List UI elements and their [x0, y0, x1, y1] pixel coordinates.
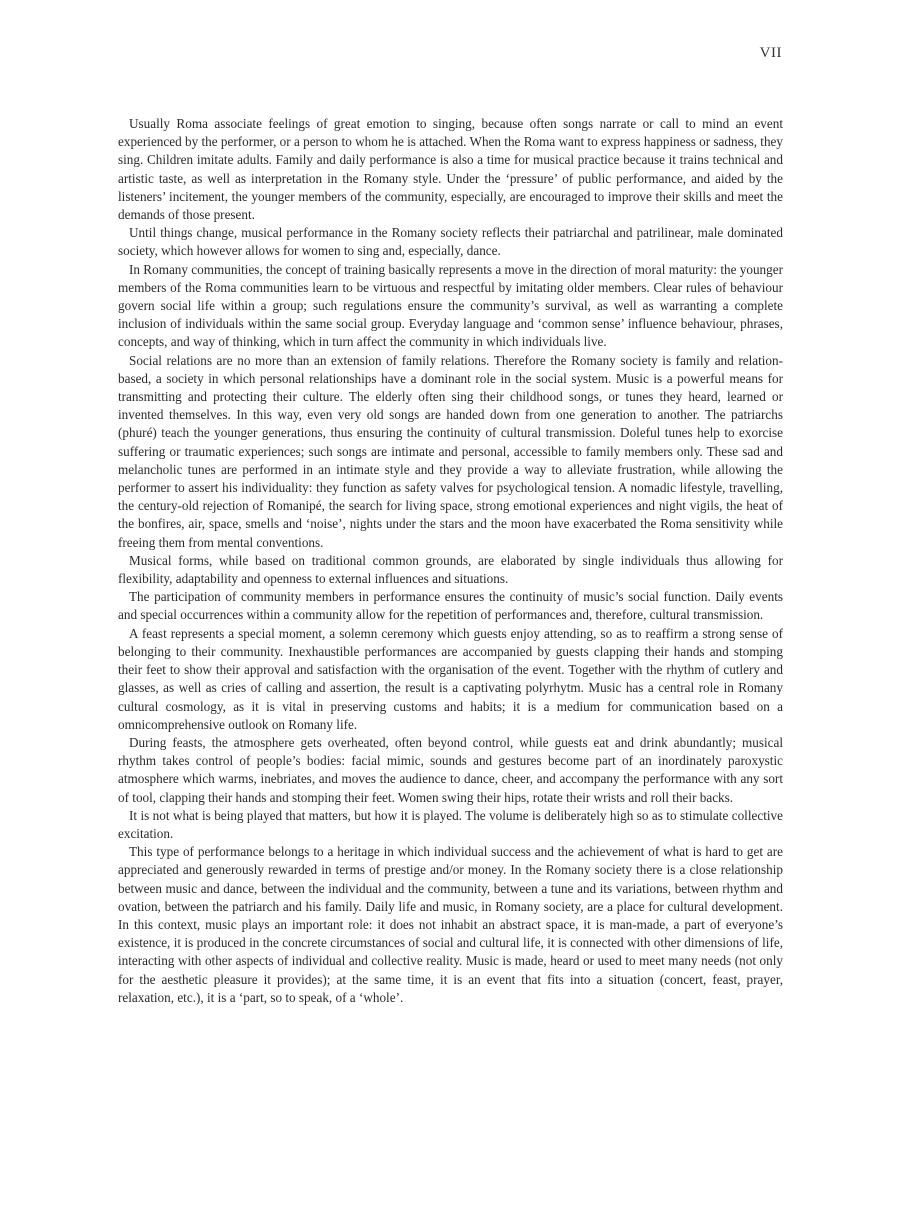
paragraph: The participation of community members in performance ensures the continuity of music’s social function. Daily events and special occurrences within a community allow for the repetition of performances and, therefore, cultural transmission.	[118, 589, 783, 623]
paragraph: It is not what is being played that matters, but how it is played. The volume is deliberately high so as to stimulate collective excitation.	[118, 807, 783, 841]
paragraph: Usually Roma associate feelings of great emotion to singing, because often songs narrate or call to mind an event experienced by the performer, or a person to whom he is attached. When the Roma want to express happiness or sadness, they sing. Children imitate adults. Family and daily performance is also a time for musical practice because it trains technical and artistic taste, as well as interpretation in the Romany style. Under the ‘pressure’ of public performance, and aided by the listeners’ incitement, the younger members of the community, especially, are encouraged to improve their skills and meet the demands of those present.	[118, 116, 783, 223]
body-text	[118, 115, 783, 1007]
paragraph: In Romany communities, the concept of training basically represents a move in the direction of moral maturity: the younger members of the Roma communities learn to be virtuous and respectful by imitating older members. Clear rules of behaviour govern social life within a group; such regulations ensure the community’s survival, as well as warranting a complete inclusion of individuals within the same social group. Everyday language and ‘common sense’ influence behaviour, phrases, concepts, and way of thinking, which in turn affect the community in which individuals live.	[118, 261, 783, 350]
paragraph: A feast represents a special moment, a solemn ceremony which guests enjoy attending, so as to reaffirm a strong sense of belonging to their community. Inexhaustible performances are accompanied by guests clapping their hands and stomping their feet to show their approval and satisfaction with the organisation of the event. Together with the rhythm of cutlery and glasses, as well as cries of calling and assertion, the result is a captivating polyrhytm. Music has a central role in Romany cultural cosmology, as it is vital in preserving customs and habits; it is a medium for communication based on a omnicomprehensive outlook on Romany life.	[118, 625, 783, 732]
page-number: VII	[759, 45, 782, 61]
paragraph: During feasts, the atmosphere gets overheated, often beyond control, while guests eat and drink abundantly; musical rhythm takes control of people’s bodies: facial mimic, sounds and gestures become part of an inordinately paroxystic atmosphere which warms, inebriates, and moves the audience to dance, cheer, and accompany the performance with any sort of tool, clapping their hands and stomping their feet. Women swing their hips, rotate their wrists and roll their backs.	[118, 734, 783, 805]
paragraph: Musical forms, while based on traditional common grounds, are elaborated by single individuals thus allowing for flexibility, adaptability and openness to external influences and situations.	[118, 552, 783, 587]
paragraph: Social relations are no more than an extension of family relations. Therefore the Romany society is family and relation-based, a society in which personal relationships have a dominant role in the social system. Music is a powerful means for transmitting and protecting their culture. The elderly often sing their childhood songs, or tunes they heard, learned or invented themselves. In this way, even very old songs are handed down from one generation to another. The patriarchs (phuré) teach the younger generations, thus ensuring the continuity of cultural transmission. Doleful tunes help to exorcise suffering or traumatic experiences; such songs are intimate and personal, accessible to family members only. These sad and melancholic tunes are performed in an intimate style and they provide a way to alleviate frustration, while allowing the performer to assert his individuality: they function as safety valves for psychological tension. A nomadic lifestyle, travelling, the century-old rejection of Romanipé, the search for living space, strong emotional experiences and night vigils, the heat of the bonfires, air, space, smells and ‘noise’, nights under the stars and the moon have exacerbated the Roma sensitivity while freeing them from mental conventions.	[118, 352, 783, 550]
paragraph: Until things change, musical performance in the Romany society reflects their patriarchal and patrilinear, male dominated society, which however allows for women to sing and, especially, dance.	[118, 225, 783, 259]
paragraph: This type of performance belongs to a heritage in which individual success and the achievement of what is hard to get are appreciated and generously rewarded in terms of prestige and/or money. In the Romany society there is a close relationship between music and dance, between the individual and the community, between a tune and its variations, between rhythm and ovation, between the patriarch and his family. Daily life and music, in Romany society, are a place for cultural development. In this context, music plays an important role: it does not inhabit an abstract space, it is man-made, a part of everyone’s existence, it is produced in the concrete circumstances of social and cultural life, it is connected with other dimensions of life, interacting with other aspects of individual and collective reality. Music is made, heard or used to meet many needs (not only for the aesthetic pleasure it provides); at the same time, it is an event that fits into a situation (concert, feast, prayer, relaxation, etc.), it is a ‘part, so to speak, of a ‘whole’.	[118, 844, 783, 1005]
